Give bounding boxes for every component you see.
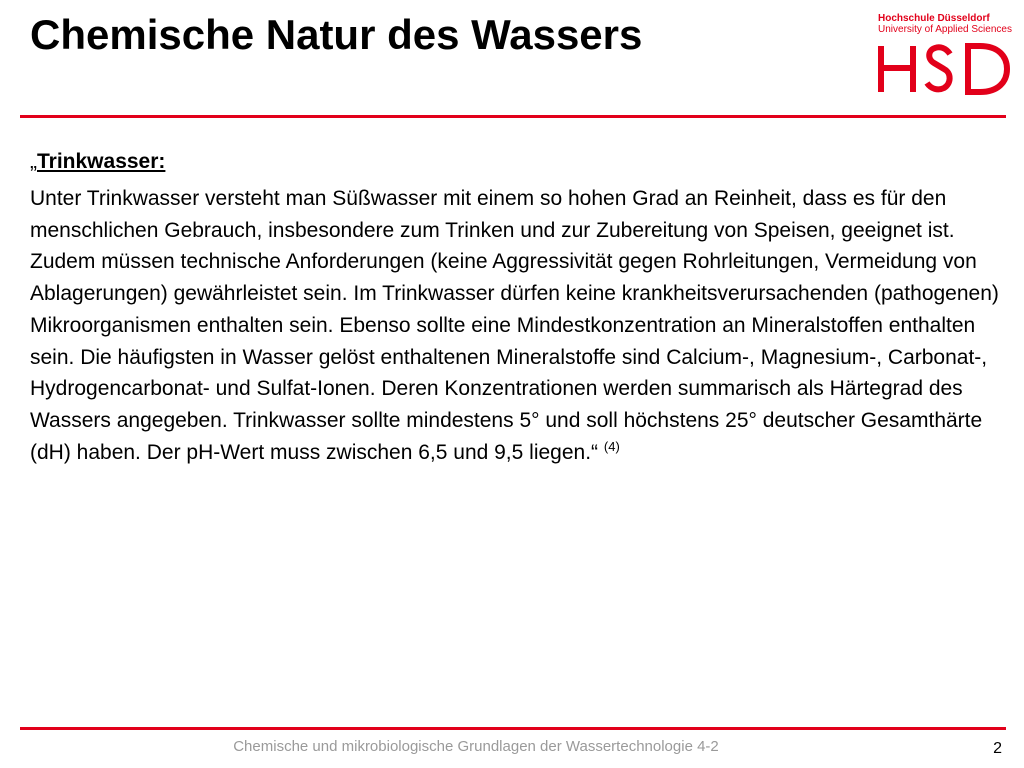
slide-title: Chemische Natur des Wassers — [30, 11, 643, 58]
hsd-wordmark-icon — [876, 42, 1016, 96]
body-text: Unter Trinkwasser versteht man Süßwasser mit einem so hohen Grad an Reinheit, dass es für den menschlichen Gebrauch, insbesondere zum Trinken und zur Zubereitung von Speisen, geeignet ist. Zudem müssen technische Anforderungen (keine Aggressivität gegen Rohrleitungen, Vermeidung von Ablagerungen) gewährleistet sein. Im Trinkwasser dürfen keine krankheitsverursachenden (pathogenen) Mikroorganismen enthalten sein. Ebenso sollte eine Mindestkonzentration an Mineralstoffen enthalten sein. Die häufigsten in Wasser gelöst enthaltenen Mineralstoffe sind Calcium-, Magnesium-, Carbonat-, Hydrogencarbonat- und Sulfat-Ionen. Deren Konzentrationen werden summarisch als Härtegrad des Wassers angegeben. Trinkwasser sollte mindestens 5° und soll höchstens 25° deutscher Gesamthärte (dH) haben. Der pH-Wert muss zwischen 6,5 und 9,5 liegen.“ — [30, 187, 999, 464]
header-divider — [20, 115, 1006, 118]
opening-quote: „ — [30, 150, 37, 173]
content-heading — [30, 148, 1005, 176]
heading-text: Trinkwasser: — [37, 150, 166, 173]
footer-divider — [20, 727, 1006, 730]
logo-institution-subtitle: University of Applied Sciences — [878, 24, 1012, 35]
logo-institution-name: Hochschule Düsseldorf — [878, 13, 990, 24]
content-body — [30, 183, 1005, 468]
citation-marker: (4) — [603, 438, 620, 454]
page-number: 2 — [993, 740, 1002, 757]
footer-text: Chemische und mikrobiologische Grundlagen der Wassertechnologie 4-2 — [233, 738, 719, 755]
hsd-logo — [876, 4, 1016, 96]
slide-content — [30, 148, 1005, 468]
